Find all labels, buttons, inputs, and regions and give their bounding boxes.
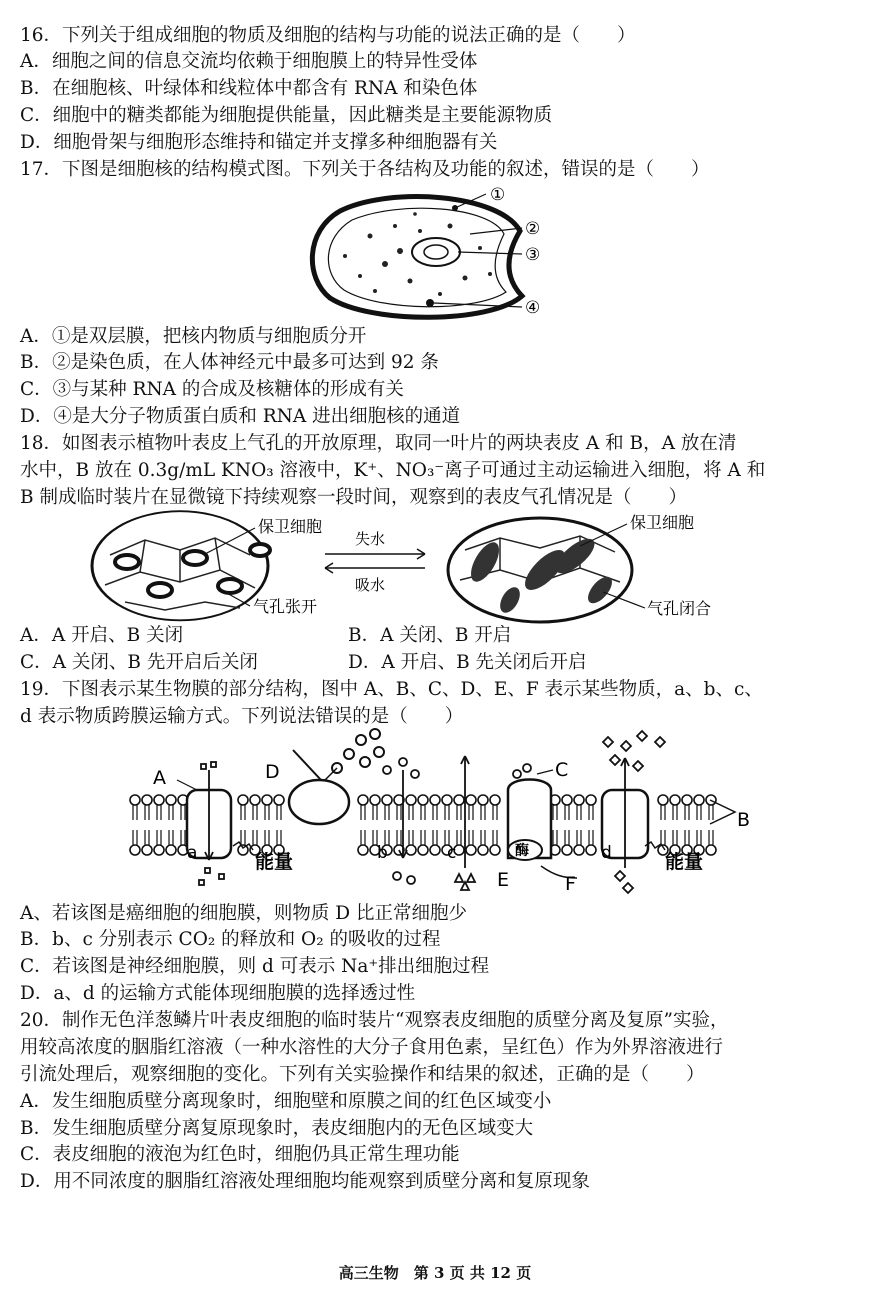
nucleus-label-2: ② xyxy=(525,219,541,239)
membrane-label-A: A xyxy=(153,767,166,789)
q20-stem-line-3: 引流处理后，观察细胞的变化。下列有关实验操作和结果的叙述，正确的是（ ） xyxy=(20,1064,705,1085)
q18-option-d: D．A 开启、B 先关闭后开启 xyxy=(348,652,587,673)
q20-stem-line-2: 用较高浓度的胭脂红溶液（一种水溶性的大分子食用色素，呈红色）作为外界溶液进行 xyxy=(20,1037,724,1058)
q16-option-a: A．细胞之间的信息交流均依赖于细胞膜上的特异性受体 xyxy=(20,51,478,72)
energy-label-left: 能量 xyxy=(255,851,294,873)
q16-option-d: D．细胞骨架与细胞形态维持和锚定并支撑多种细胞器有关 xyxy=(20,132,498,153)
q17-option-a: A．①是双层膜，把核内物质与细胞质分开 xyxy=(20,326,367,347)
q19-option-c: C．若该图是神经细胞膜，则 d 可表示 Na⁺排出细胞过程 xyxy=(20,956,490,977)
membrane-label-c: c xyxy=(447,843,457,863)
q19-option-b: B．b、c 分别表示 CO₂ 的释放和 O₂ 的吸收的过程 xyxy=(20,929,441,950)
q18-option-a: A．A 开启、B 关闭 xyxy=(20,625,184,646)
q20-option-a: A．发生细胞质壁分离现象时，细胞壁和原膜之间的红色区域变小 xyxy=(20,1091,552,1112)
membrane-label-a: a xyxy=(187,843,198,863)
q19-option-a: A、若该图是癌细胞的细胞膜，则物质 D 比正常细胞少 xyxy=(20,903,467,924)
stoma-closed-label: 气孔闭合 xyxy=(647,599,712,618)
q20-option-d: D．用不同浓度的胭脂红溶液处理细胞均能观察到质壁分离和复原现象 xyxy=(20,1171,590,1192)
stomata-diagram xyxy=(55,510,825,625)
membrane-label-d: d xyxy=(601,843,612,863)
q16-stem: 16．下列关于组成细胞的物质及细胞的结构与功能的说法正确的是（ ） xyxy=(20,25,636,46)
q18-option-c: C．A 关闭、B 先开启后关闭 xyxy=(20,652,258,673)
energy-label-right: 能量 xyxy=(665,851,704,873)
q17-option-b: B．②是染色质，在人体神经元中最多可达到 92 条 xyxy=(20,352,439,373)
membrane-label-D: D xyxy=(265,761,280,783)
q17-option-c: C．③与某种 RNA 的合成及核糖体的形成有关 xyxy=(20,379,404,400)
nucleus-label-1: ① xyxy=(490,186,506,205)
q18-stem-line-3: B 制成临时装片在显微镜下持续观察一段时间，观察到的表皮气孔情况是（ ） xyxy=(20,487,687,508)
stoma-open-label: 气孔张开 xyxy=(253,597,318,616)
q19-stem-line-2: d 表示物质跨膜运输方式。下列说法错误的是（ ） xyxy=(20,706,464,727)
q19-option-d: D．a、d 的运输方式能体现细胞膜的选择透过性 xyxy=(20,983,416,1004)
nucleus-diagram xyxy=(300,186,570,326)
page-footer: 高三生物 第 3 页 共 12 页 xyxy=(338,1264,532,1282)
membrane-label-B: B xyxy=(737,809,751,831)
q20-option-b: B．发生细胞质壁分离复原现象时，表皮细胞内的无色区域变大 xyxy=(20,1118,534,1139)
nucleus-label-3: ③ xyxy=(525,245,541,265)
q18-option-b: B．A 关闭、B 开启 xyxy=(348,625,512,646)
lose-water-label: 失水 xyxy=(355,530,386,548)
q20-stem-line-1: 20．制作无色洋葱鳞片叶表皮细胞的临时装片“观察表皮细胞的质壁分离及复原”实验， xyxy=(20,1010,729,1031)
q18-stem-line-2: 水中，B 放在 0.3g/mL KNO₃ 溶液中，K⁺、NO₃⁻离子可通过主动运输进入细胞，将 A 和 xyxy=(20,460,766,481)
q17-option-d: D．④是大分子物质蛋白质和 RNA 进出细胞核的通道 xyxy=(20,406,461,427)
membrane-label-b: b xyxy=(377,843,388,863)
q20-option-c: C．表皮细胞的液泡为红色时，细胞仍具正常生理功能 xyxy=(20,1144,460,1165)
membrane-diagram xyxy=(125,728,765,896)
nucleus-label-4: ④ xyxy=(525,298,541,318)
membrane-label-F: F xyxy=(565,873,576,895)
q17-stem: 17．下图是细胞核的结构模式图。下列关于各结构及功能的叙述，错误的是（ ） xyxy=(20,159,710,180)
membrane-label-E: E xyxy=(497,869,510,891)
guard-cell-label-right: 保卫细胞 xyxy=(630,513,695,532)
q16-option-c: C．细胞中的糖类都能为细胞提供能量，因此糖类是主要能源物质 xyxy=(20,105,553,126)
membrane-label-C: C xyxy=(555,759,569,781)
enzyme-label: 酶 xyxy=(515,843,529,859)
guard-cell-label-left: 保卫细胞 xyxy=(258,517,323,536)
absorb-water-label: 吸水 xyxy=(355,576,386,594)
q19-stem-line-1: 19．下图表示某生物膜的部分结构，图中 A、B、C、D、E、F 表示某些物质，a、b、c、 xyxy=(20,679,763,700)
q18-stem-line-1: 18．如图表示植物叶表皮上气孔的开放原理，取同一叶片的两块表皮 A 和 B，A 放在清 xyxy=(20,433,737,454)
q16-option-b: B．在细胞核、叶绿体和线粒体中都含有 RNA 和染色体 xyxy=(20,78,478,99)
